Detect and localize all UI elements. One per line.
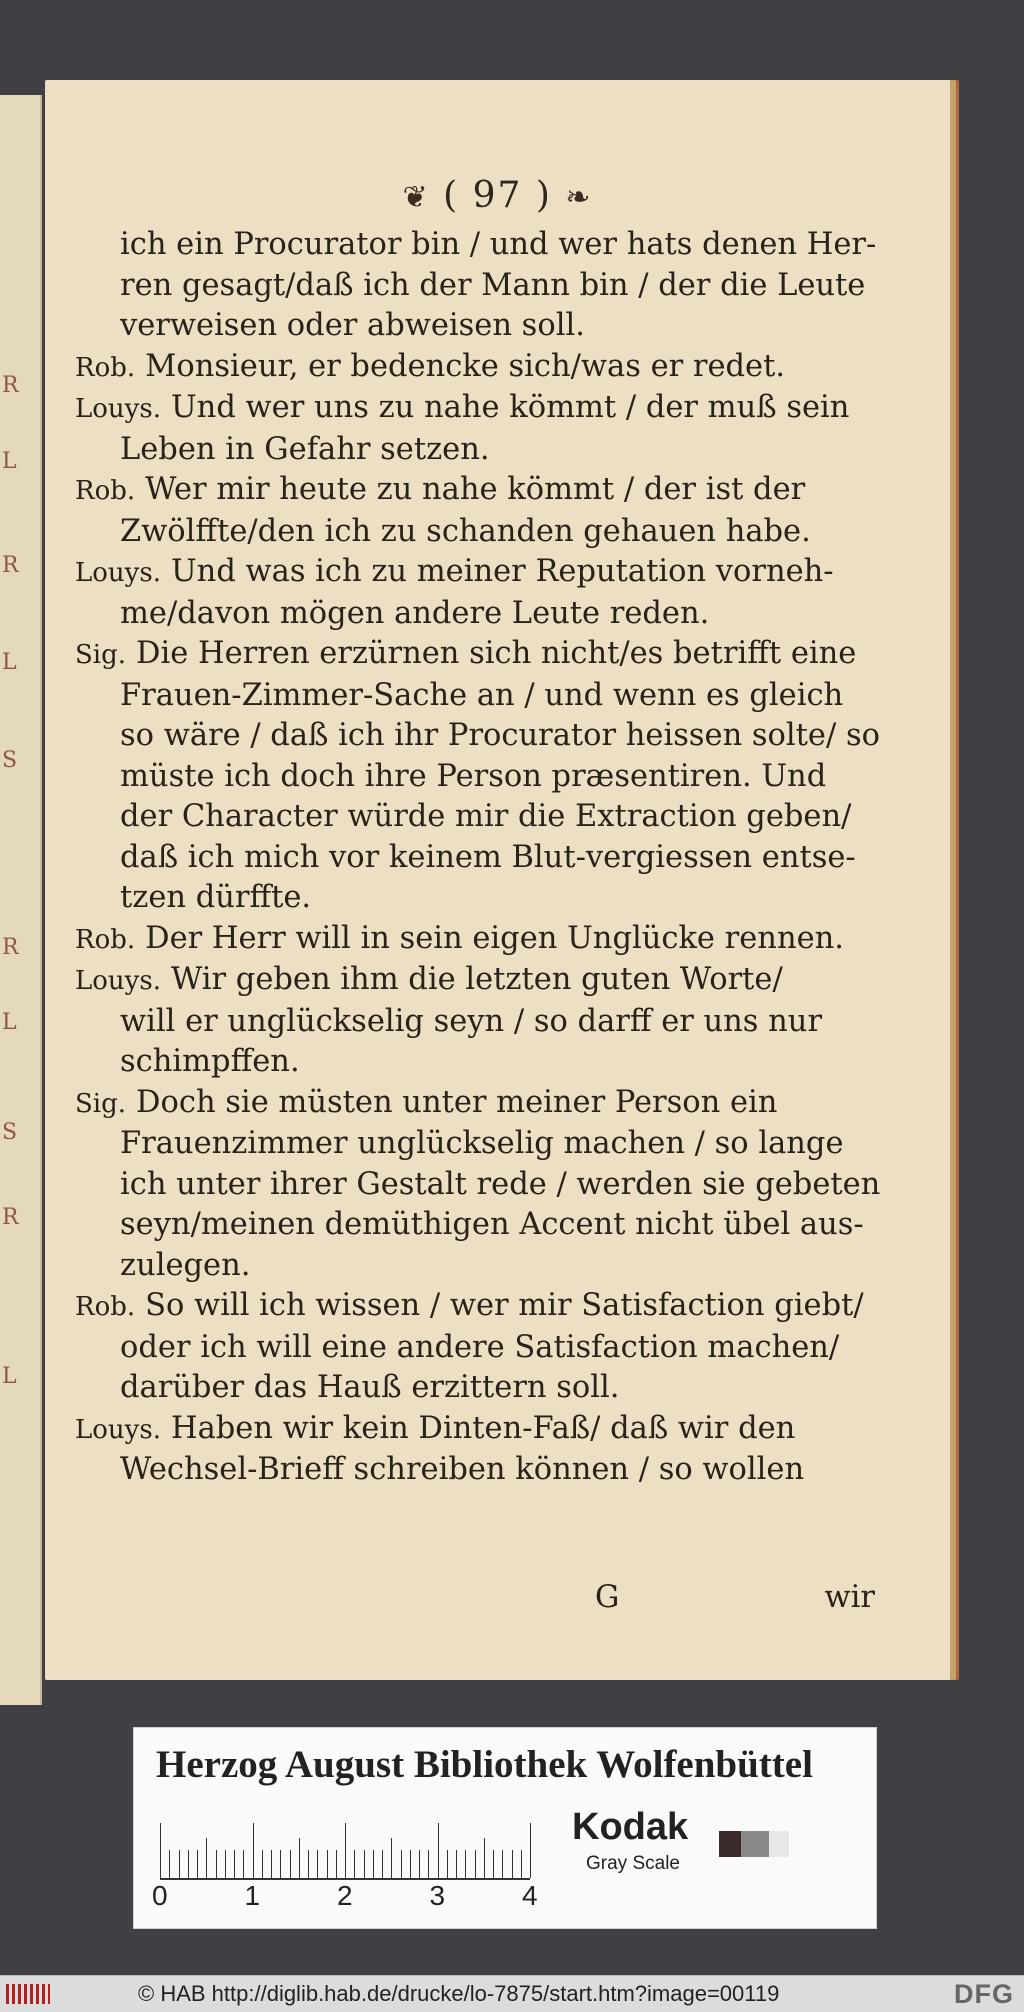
text-line	[75, 347, 875, 389]
line-text: schimpffen.	[120, 1044, 300, 1079]
ruler-tick	[308, 1850, 309, 1878]
ruler-tick	[169, 1850, 170, 1878]
ruler-tick	[216, 1850, 217, 1878]
line-text: verweisen oder abweisen soll.	[120, 308, 585, 343]
line-text: Doch sie müsten unter meiner Person ein	[136, 1084, 778, 1120]
speaker-name: Rob.	[75, 476, 136, 506]
line-text: der Character würde mir die Extraction geben/	[120, 799, 852, 834]
text-line	[75, 1450, 875, 1491]
color-target-card	[133, 1727, 877, 1929]
gray-patch-light	[769, 1831, 789, 1857]
text-line	[75, 716, 880, 757]
ruler-tick	[197, 1850, 198, 1878]
ruler-tick	[234, 1850, 235, 1878]
ruler-tick	[206, 1838, 207, 1878]
catchword: wir	[824, 1580, 875, 1615]
text-line	[75, 1165, 881, 1206]
line-text: Leben in Gefahr setzen.	[120, 431, 490, 467]
ruler-tick	[345, 1823, 346, 1878]
dialogue-entry	[75, 919, 875, 961]
ruler-tick	[225, 1850, 226, 1878]
ruler-tick	[530, 1823, 531, 1878]
speaker-name: Rob.	[75, 924, 136, 955]
text-line	[75, 430, 875, 471]
text-line	[75, 757, 875, 798]
dialogue-entry	[75, 1083, 881, 1287]
ruler-tick	[428, 1850, 429, 1878]
line-text: tzen dürffte.	[120, 880, 312, 915]
book-page	[45, 80, 950, 1680]
line-text: Und was ich zu meiner Reputation vorneh-	[170, 554, 834, 589]
line-text: müste ich doch ihre Person præsentiren. Und	[120, 758, 827, 794]
line-text: So will ich wissen / wer mir Satisfaction giebt/	[145, 1288, 864, 1323]
ruler-tick	[317, 1850, 318, 1878]
ruler-tick	[299, 1838, 300, 1878]
dfg-logo: DFG	[954, 1979, 1014, 2009]
line-text: so wäre / daß ich ihr Procurator heissen solte/ so	[120, 718, 880, 753]
ruler-tick	[271, 1850, 272, 1878]
gray-patch-dark	[719, 1831, 741, 1857]
line-text: Frauenzimmer unglückselig machen / so lange	[120, 1126, 844, 1161]
kodak-logo: Kodak	[572, 1806, 689, 1848]
text-line	[75, 919, 875, 961]
dialogue-entry	[75, 634, 880, 919]
margin-mark: R	[2, 1205, 19, 1230]
status-bar	[0, 1975, 1024, 2012]
ruler-label: 3	[429, 1880, 446, 1911]
text-line	[75, 1042, 875, 1083]
speaker-name: Louys.	[75, 966, 161, 996]
ruler-tick	[475, 1850, 476, 1878]
speaker-name: Sig.	[75, 1088, 127, 1119]
ruler-tick	[502, 1850, 503, 1878]
previous-page-edge	[0, 95, 42, 1705]
ruler-label: 2	[337, 1880, 353, 1911]
text-line	[75, 225, 875, 266]
ruler-tick	[401, 1850, 402, 1878]
text-line	[75, 470, 875, 512]
page-header	[45, 175, 950, 216]
margin-mark: R	[2, 552, 19, 578]
text-line	[75, 552, 875, 594]
gray-patch-mid	[741, 1831, 769, 1857]
text-line	[75, 594, 875, 635]
ruler-tick	[262, 1850, 263, 1878]
text-line	[75, 1286, 875, 1328]
copyright-link[interactable]: © HAB http://diglib.hab.de/drucke/lo-7875/start.htm?image=00119	[138, 1981, 780, 2006]
text-line	[75, 960, 875, 1002]
dialogue-entry	[75, 225, 875, 347]
text-line	[75, 306, 875, 347]
ruler-tick	[456, 1850, 457, 1878]
speaker-name: Louys.	[75, 394, 161, 424]
signature-mark: G	[595, 1580, 620, 1615]
text-line	[75, 1368, 875, 1409]
line-text: seyn/meinen demüthigen Accent nicht übel aus-	[120, 1207, 864, 1242]
margin-mark: L	[2, 650, 17, 675]
ruler-tick	[447, 1850, 448, 1878]
line-text: Zwölffte/den ich zu schanden gehauen habe.	[120, 513, 811, 549]
text-line	[75, 1083, 875, 1125]
dialogue-entry	[75, 470, 875, 552]
ruler-tick	[438, 1823, 439, 1878]
ruler-tick	[354, 1850, 355, 1878]
text-line	[75, 1002, 875, 1043]
line-text: me/davon mögen andere Leute reden.	[120, 595, 710, 631]
text-line	[75, 266, 875, 307]
ruler-tick	[512, 1850, 513, 1878]
text-line	[75, 1205, 875, 1246]
line-text: ich ein Procurator bin / und wer hats denen Her-	[120, 227, 877, 262]
text-line	[75, 1328, 875, 1369]
line-text: Haben wir kein Dinten-Faß/ daß wir den	[170, 1410, 796, 1446]
line-text: zulegen.	[120, 1247, 251, 1283]
ruler-tick	[364, 1850, 365, 1878]
right-ornament-icon: ❧	[565, 180, 593, 215]
ruler-tick	[493, 1850, 494, 1878]
text-line	[75, 838, 875, 879]
ruler-label: 0	[152, 1880, 168, 1911]
speaker-name: Louys.	[75, 558, 161, 588]
ruler-tick	[280, 1850, 281, 1878]
hab-barcode-icon	[6, 1984, 50, 2004]
left-ornament-icon: ❦	[402, 180, 430, 215]
text-line	[75, 1124, 875, 1165]
margin-mark: S	[2, 1119, 18, 1145]
line-text: Wer mir heute zu nahe kömmt / der ist der	[145, 472, 806, 507]
gray-scale-label: Gray Scale	[586, 1853, 680, 1874]
dialogue-entry	[75, 1409, 875, 1491]
line-text: Wir geben ihm die letzten guten Worte/	[170, 962, 783, 997]
dialogue-entry	[75, 1286, 875, 1409]
margin-mark: R	[2, 372, 19, 398]
line-text: daß ich mich vor keinem Blut-vergiessen entse-	[120, 839, 856, 875]
ruler-tick	[419, 1850, 420, 1878]
ruler-tick	[160, 1823, 161, 1878]
text-line	[75, 797, 875, 838]
text-line	[75, 512, 875, 553]
ruler-label: 1	[244, 1880, 261, 1911]
line-text: ren gesagt/daß ich der Mann bin / der die Leute	[120, 267, 866, 303]
text-line	[75, 388, 875, 430]
speaker-name: Louys.	[75, 1414, 161, 1445]
line-text: Der Herr will in sein eigen Unglücke rennen.	[145, 920, 844, 956]
ruler-tick	[382, 1850, 383, 1878]
speaker-name: Rob.	[75, 352, 136, 383]
line-text: Und wer uns zu nahe kömmt / der muß sein	[170, 390, 850, 425]
line-text: Monsieur, er bedencke sich/was er redet.	[145, 348, 786, 384]
ruler-tick	[484, 1838, 485, 1878]
dialogue-entry	[75, 960, 875, 1083]
library-name: Herzog August Bibliothek Wolfenbüttel	[156, 1743, 813, 1786]
line-text: will er unglückselig seyn / so darff er uns nur	[120, 1003, 823, 1039]
text-line	[75, 1409, 875, 1451]
ruler-tick	[391, 1838, 392, 1878]
dialogue-entry	[75, 347, 875, 389]
line-text: Die Herren erzürnen sich nicht/es betrifft eine	[136, 636, 857, 671]
text-line	[75, 634, 875, 676]
dialogue-entry	[75, 552, 875, 634]
margin-mark: L	[2, 449, 17, 474]
line-text: oder ich will eine andere Satisfaction machen/	[120, 1329, 840, 1365]
text-line	[75, 878, 875, 919]
ruler-tick	[179, 1850, 180, 1878]
line-text: darüber das Hauß erzittern soll.	[120, 1370, 620, 1405]
speaker-name: Rob.	[75, 1292, 136, 1322]
ruler-tick	[373, 1850, 374, 1878]
dialogue-entry	[75, 388, 875, 470]
ruler-tick	[465, 1850, 466, 1878]
measurement-ruler	[160, 1823, 530, 1880]
margin-mark: L	[2, 1010, 17, 1035]
margin-mark: L	[2, 1364, 17, 1389]
ruler-tick	[521, 1850, 522, 1878]
speaker-name: Sig.	[75, 640, 127, 670]
text-line	[75, 676, 875, 717]
line-text: ich unter ihrer Gestalt rede / werden sie gebeten	[120, 1166, 881, 1202]
page-number: ( 97 )	[443, 175, 552, 216]
ruler-labels	[152, 1880, 552, 1920]
ruler-tick	[410, 1850, 411, 1878]
margin-mark: S	[2, 747, 18, 773]
ruler-label: 4	[522, 1880, 538, 1911]
ruler-tick	[327, 1850, 328, 1878]
ruler-tick	[188, 1850, 189, 1878]
line-text: Wechsel-Brieff schreiben können / so wollen	[120, 1452, 805, 1487]
line-text: Frauen-Zimmer-Sache an / und wenn es gleich	[120, 677, 844, 713]
ruler-tick	[336, 1850, 337, 1878]
dialogue-text	[75, 225, 881, 1491]
ruler-tick	[243, 1850, 244, 1878]
ruler-tick	[253, 1823, 254, 1878]
margin-mark: R	[2, 935, 19, 960]
text-line	[75, 1246, 875, 1287]
ruler-tick	[290, 1850, 291, 1878]
